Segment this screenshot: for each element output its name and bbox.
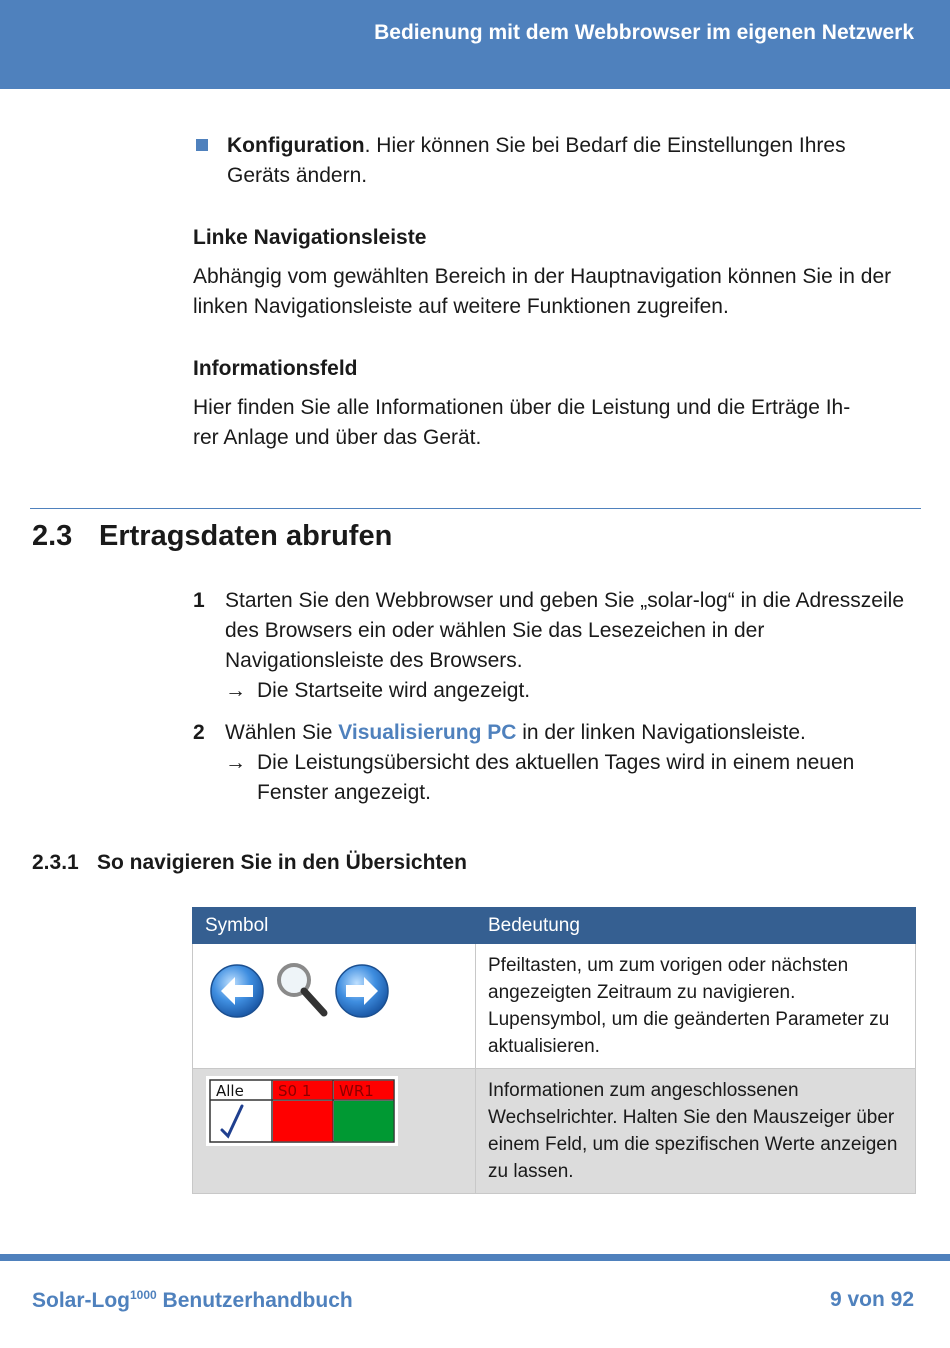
- table-header-bedeutung: Bedeutung: [476, 908, 916, 944]
- step-result-text: Die Startseite wird angezeigt.: [257, 679, 531, 702]
- section-divider: [30, 508, 921, 509]
- arrow-right-icon: [336, 965, 388, 1017]
- header-title: Bedienung mit dem Webbrowser im eigenen Netzwerk: [374, 21, 914, 44]
- para-linke: Abhängig vom gewählten Bereich in der Hauptnavigation können Sie in der linken Navigationsleiste auf weitere Funktionen zugreifen.: [193, 265, 892, 318]
- symbol-cell-inverter: [193, 1069, 476, 1194]
- table-row: [193, 944, 916, 1069]
- symbol-table: [192, 907, 916, 1194]
- step-result: [225, 676, 918, 706]
- para-info: [193, 393, 913, 453]
- subsection-number: 2.3.1: [32, 851, 79, 874]
- magnifier-icon: [279, 965, 324, 1013]
- meaning-cell-nav: Pfeiltasten, um zum vorigen oder nächsten angezeigten Zeitraum zu navigieren. Lupensymbol, um die geänderten Parameter zu aktualisieren.: [476, 944, 916, 1069]
- page-header: [0, 0, 950, 89]
- table-header-symbol: Symbol: [193, 908, 476, 944]
- footer-page-number: 9 von 92: [829, 1288, 914, 1311]
- footer-product: Solar-Log$^{1000}$ Benutzerhandbuch: [32, 1288, 353, 1312]
- arrow-left-icon: [211, 965, 263, 1017]
- step-number: 1: [193, 589, 205, 612]
- symbol-cell-nav: [193, 944, 476, 1069]
- label-alle: Alle: [216, 1082, 244, 1100]
- inverter-selector-icon: [206, 1076, 400, 1148]
- heading-linke-navigationsleiste: Linke Navigationsleiste: [193, 226, 427, 249]
- step-1: [193, 586, 918, 706]
- section-title: Ertragsdaten abrufen: [99, 520, 393, 552]
- bullet-bold: Konfiguration: [227, 134, 365, 157]
- subsection-title: So navigieren Sie in den Übersichten: [97, 851, 467, 874]
- step-number: 2: [193, 721, 205, 744]
- table-row: [193, 1069, 916, 1194]
- bullet-text: . Hier können Sie bei Bedarf die Einstellungen Ihres Geräts ändern.: [227, 134, 846, 187]
- step-text: Starten Sie den Webbrowser und geben Sie „solar-log“ in die Adresszeile des Browsers ein oder wählen Sie das Lesezeichen in der Navigationsleiste des Browsers.: [225, 589, 904, 672]
- section-number: 2.3: [32, 520, 73, 552]
- step-2: [193, 718, 918, 808]
- heading-informationsfeld: Informationsfeld: [193, 357, 358, 380]
- label-s0-1: S0 1: [278, 1082, 312, 1100]
- step-result: [225, 748, 918, 808]
- label-wr1: WR1: [339, 1082, 374, 1100]
- footer-line: [0, 1254, 950, 1261]
- bullet-square-icon: [196, 139, 208, 151]
- visualisierung-pc-link: Visualisierung PC: [338, 721, 517, 744]
- result-arrow-icon: →: [225, 751, 246, 774]
- para-info-line2: rer Anlage und über das Gerät.: [193, 426, 482, 449]
- step-result-text: Die Leistungsübersicht des aktuellen Tages wird in einem neuen Fenster angezeigt.: [257, 751, 855, 804]
- step-text: Wählen Sie Visualisierung PC in der linken Navigationsleiste.: [225, 721, 806, 744]
- result-arrow-icon: →: [225, 679, 246, 702]
- para-info-line1: Hier finden Sie alle Informationen über die Leistung und die Erträge Ih-: [193, 396, 851, 419]
- meaning-cell-inverter: Informationen zum angeschlossenen Wechselrichter. Halten Sie den Mauszeiger über einem Feld, um die spezifischen Werte anzeigen zu lassen.: [476, 1069, 916, 1194]
- bullet-konfiguration: [193, 131, 913, 191]
